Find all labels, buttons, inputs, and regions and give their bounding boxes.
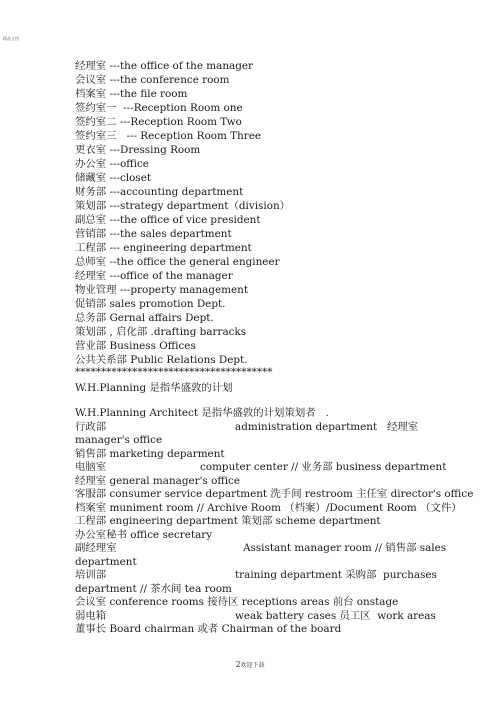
text-line: department	[75, 556, 137, 568]
text-line: 工程部 engineering department 策划部 scheme department	[75, 515, 381, 527]
text-line: 策划部 ---strategy department（division）	[75, 200, 291, 212]
text-line: 策划部 , 启化部 .drafting barracks	[75, 326, 247, 338]
text-line: manager's office	[75, 434, 163, 446]
text-line: department // 茶水间 tea room	[75, 583, 232, 595]
text-line: 董事长 Board chairman 或者 Chairman of the board	[75, 623, 342, 635]
text-line: W.H.Planning Architect 是指华盛敦的计划策划者 .	[75, 407, 329, 419]
header-small-text: 精品文档	[3, 36, 19, 41]
text-line: 行政部	[75, 421, 107, 433]
text-line: 总师室 --the office the general engineer	[75, 256, 280, 268]
text-line: 经理室 ---the office of the manager	[75, 60, 253, 72]
text-line: 副总室 ---the office of vice president	[75, 214, 261, 226]
page-footer	[0, 660, 500, 669]
text-line: 营销部 ---the sales department	[75, 228, 232, 240]
text-line-right: training department 采购部 purchases	[235, 569, 437, 581]
text-line: 储藏室 ---closet	[75, 172, 152, 184]
text-line: 销售部 marketing deparment	[75, 448, 225, 460]
text-line: 促销部 sales promotion Dept.	[75, 298, 226, 310]
text-line: 签约室二 ---Reception Room Two	[75, 116, 242, 128]
text-line: 总务部 Gernal affairs Dept.	[75, 312, 214, 324]
text-line-right: Assistant manager room // 销售部 sales	[243, 542, 447, 554]
text-line: 经理室 general manager's office	[75, 475, 241, 487]
text-line: 更衣室 ---Dressing Room	[75, 144, 201, 156]
text-line: 公共关系部 Public Relations Dept.	[75, 354, 248, 366]
text-line: 经理室 ---office of the manager	[75, 270, 233, 282]
text-line: 档案室 ---the file room	[75, 88, 188, 100]
text-line-right: weak battery cases 员工区 work areas	[235, 610, 436, 622]
text-line: 培训部	[75, 569, 107, 581]
text-line: 会议室 conference rooms 接待区 receptions areas 前台 onstage	[75, 596, 399, 608]
text-line-right: administration department 经理室	[235, 421, 419, 433]
text-line: 财务部 ---accounting department	[75, 186, 244, 198]
separator-line: **************************************	[75, 366, 273, 378]
page-number: 2	[235, 660, 241, 669]
text-line: 办公室 ---office	[75, 158, 149, 170]
text-line: 签约室三 --- Reception Room Three	[75, 130, 262, 142]
text-line-right: computer center // 业务部 business department	[200, 461, 447, 473]
text-line: 弱电箱	[75, 610, 107, 622]
text-line: 副经理室	[75, 542, 117, 554]
text-line: 物业管理 ---property management	[75, 284, 248, 296]
text-line: 营业部 Business Offices	[75, 340, 196, 352]
footer-note: 欢迎下载	[240, 662, 265, 669]
text-line: W.H.Planning 是指华盛敦的计划	[75, 382, 233, 394]
text-line: 客服部 consumer service department 洗手间 restroom 主任室 director's office	[75, 488, 474, 500]
text-line: 签约室一 ---Reception Room one	[75, 102, 243, 114]
text-line: 会议室 ---the conference room	[75, 74, 230, 86]
text-line: 电脑室	[75, 461, 107, 473]
text-line: 工程部 --- engineering department	[75, 242, 252, 254]
text-line: 档案室 muniment room // Archive Room （档案）/Document Room （文件）	[75, 502, 462, 514]
text-line: 办公室秘书 office secretary	[75, 529, 213, 541]
